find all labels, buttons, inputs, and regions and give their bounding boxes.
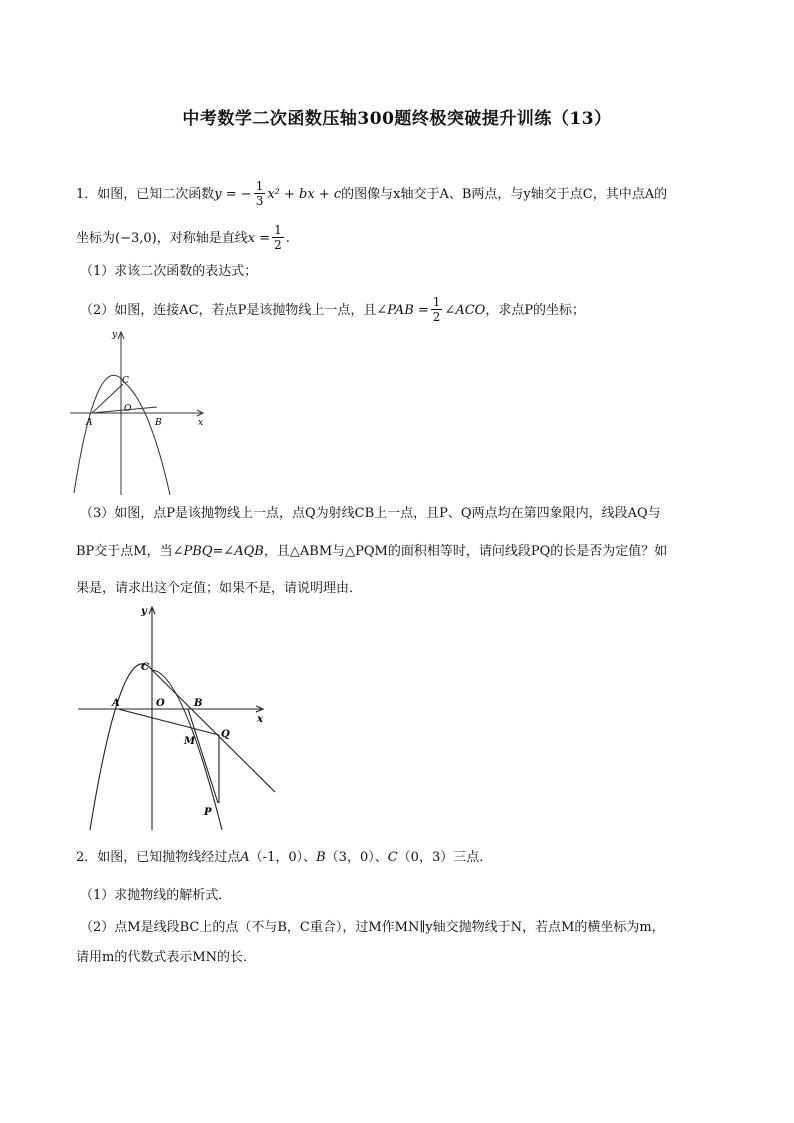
q1-figure-2	[72, 602, 282, 832]
q1-frac	[254, 179, 266, 208]
fig2-label-o: O	[156, 698, 165, 709]
q1-part3-line2-post: ，且△ABM与△PQM的面积相等时，请问线段PQ的长是否为定值？如	[263, 544, 668, 559]
q2-point-c: C	[387, 850, 398, 865]
q1-axis-eq: x =	[247, 231, 271, 246]
q1-line2-text: 坐标为	[76, 231, 116, 246]
fig2-label-c: C	[141, 662, 149, 673]
q1-line2-post: .	[285, 231, 290, 246]
fig2-ray-cb	[152, 670, 275, 792]
fig2-label-x: x	[257, 714, 263, 725]
q2-point-b: B	[316, 850, 326, 865]
q1-part3-angle: ∠PBQ=∠AQB	[172, 544, 264, 559]
q1-part3-line2-text: BP交于点M，当	[76, 544, 173, 559]
q1-frac-num: 1	[255, 179, 264, 193]
fig2-label-b: B	[194, 698, 203, 709]
q1-part2-frac-den: 2	[432, 310, 441, 324]
q1-part2-frac-num: 1	[432, 295, 441, 309]
q1-part3-line2	[76, 542, 667, 562]
q1-part3-line1: （3）如图，点P是该抛物线上一点，点Q为射线CB上一点，且P、Q两点均在第四象限内，线段AQ与	[80, 506, 661, 521]
fig2-label-y: y	[141, 606, 147, 617]
q2-point-a: A	[240, 850, 250, 865]
q1-part1: （1）求该二次函数的表达式；	[80, 264, 258, 279]
fig2-label-a: A	[112, 698, 120, 709]
q1-line1-post: 的图像与x轴交于A、B两点，与y轴交于点C，其中点A的	[341, 187, 668, 202]
q1-part3-line3: 果是，请求出这个定值；如果不是，请说明理由．	[76, 581, 363, 596]
q2-part2-line1: （2）点M是线段BC上的点（不与B，C重合），过M作MN∥y轴交抛物线于N，若点M的横坐标为m，	[80, 920, 665, 935]
q1-part2	[80, 296, 585, 325]
q1-part2-post: ，求点P的坐标；	[485, 303, 586, 318]
fig2-label-q: Q	[221, 729, 230, 740]
q1-line2-mid: ，对称轴是直线	[156, 231, 248, 246]
fig2-label-p: P	[204, 807, 212, 818]
fig1-label-c: C	[122, 376, 129, 386]
q1-axis-frac	[272, 223, 284, 252]
fig2-label-m: M	[184, 736, 196, 747]
fig1-label-b: B	[155, 418, 162, 428]
q1-line1	[76, 180, 667, 209]
q2-line1	[76, 848, 492, 868]
q1-figure-1	[62, 325, 212, 500]
q2-line1-text: 2．如图，已知抛物线经过点	[76, 850, 241, 865]
fig1-label-a: A	[86, 418, 93, 428]
q1-part2-frac	[431, 295, 443, 324]
q1-eq-rest: x² + bx + c	[267, 187, 342, 202]
page-title: 中考数学二次函数压轴300题终极突破提升训练（13）	[182, 109, 612, 129]
q2-part1: （1）求抛物线的解析式．	[80, 888, 232, 903]
q1-part2-angle1: ∠PAB =	[376, 303, 429, 318]
q1-frac-den: 3	[255, 194, 264, 208]
fig1-line-ac	[92, 384, 123, 413]
q1-axis-frac-num: 1	[274, 223, 282, 237]
q1-part2-text: （2）如图，连接AC，若点P是该抛物线上一点，且	[80, 303, 377, 318]
q2-point-b-coord: （3，0）、	[325, 850, 388, 865]
q1-line1-text: 1．如图，已知二次函数	[76, 187, 215, 202]
fig1-label-o: O	[124, 404, 132, 414]
q1-part2-angle2: ∠ACO	[444, 303, 486, 318]
fig1-label-y: y	[112, 330, 118, 340]
q1-axis-frac-den: 2	[274, 238, 282, 252]
q1-eq-y: y = −	[214, 187, 252, 202]
q1-point-a-coord: (−3,0)	[115, 231, 157, 246]
fig2-line-bp	[188, 709, 218, 803]
q2-part2-line2: 请用m的代数式表示MN的长．	[76, 950, 257, 965]
fig1-parabola	[74, 375, 170, 495]
q2-point-c-coord: （0，3）三点．	[397, 850, 493, 865]
q1-line2	[76, 224, 290, 253]
fig2-parabola	[90, 664, 222, 830]
q2-point-a-coord: （-1，0）、	[249, 850, 317, 865]
fig1-label-x: x	[198, 418, 204, 428]
